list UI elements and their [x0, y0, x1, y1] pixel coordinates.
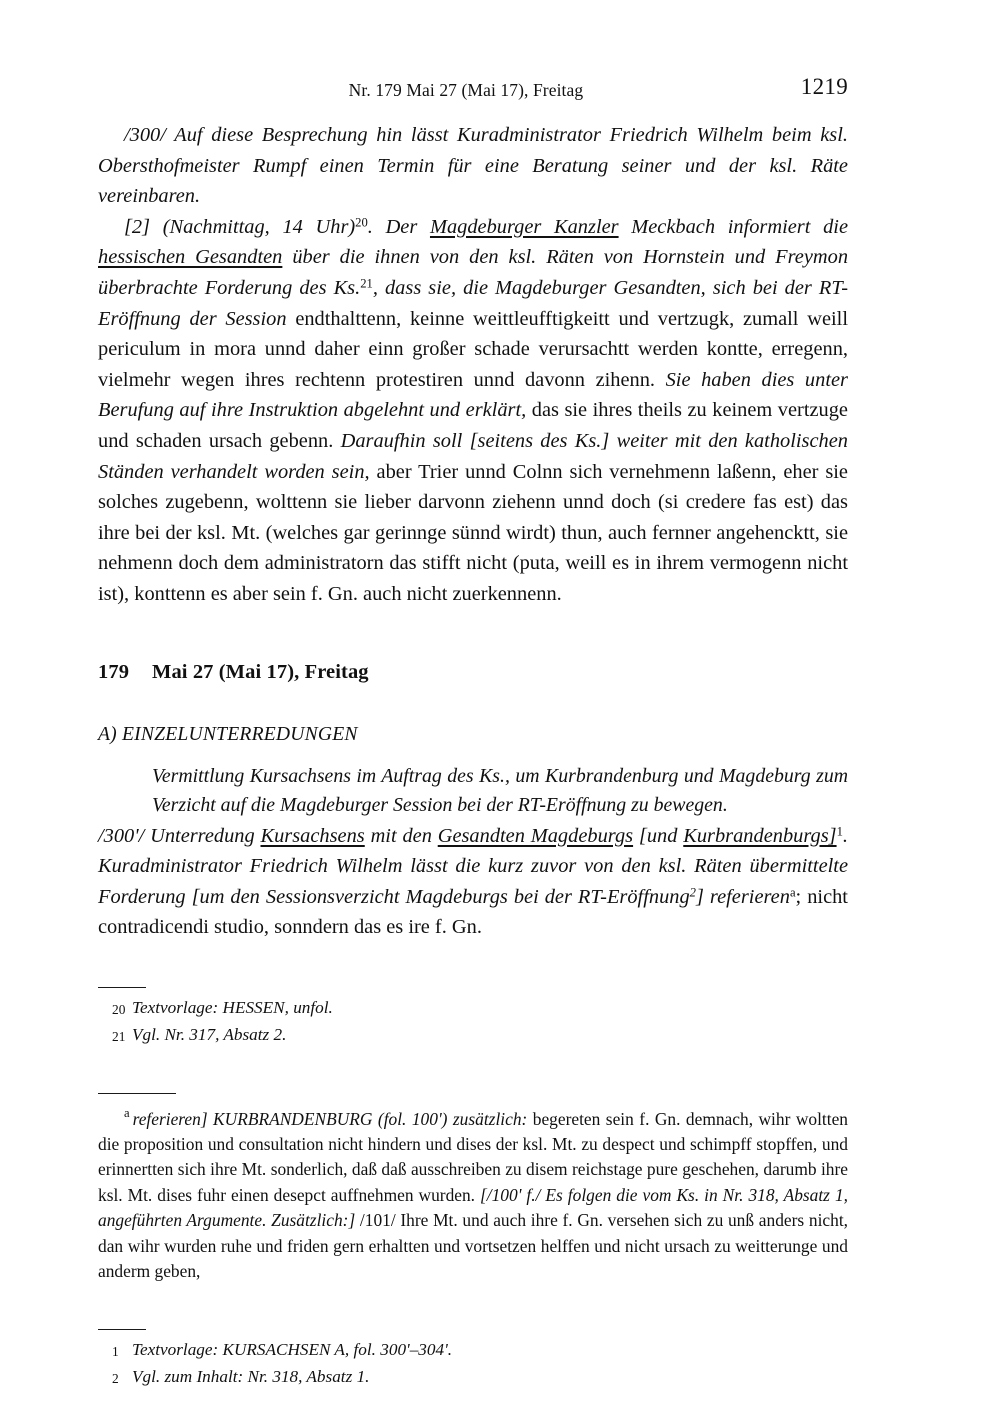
footnote-marker: 20 [112, 1001, 126, 1017]
running-head-title: Nr. 179 Mai 27 (Mai 17), Freitag [348, 80, 584, 100]
footnote-separator-rule [98, 1093, 176, 1094]
paragraph-2-after-note: . Der [367, 215, 430, 238]
paragraph-1-text: Auf diese Besprechung hin lässt Kuradministrator Friedrich Wilhelm beim ksl. Obersthofmeister Rumpf einen Termin für eine Beratung seiner und der ksl. Räte vereinbaren. [98, 124, 848, 208]
footnote-text: Textvorlage: KURSACHSEN A, fol. 300'–304'. [132, 1339, 453, 1359]
footnote-item [98, 1022, 848, 1049]
spacer-below-letter-footnote [98, 1285, 848, 1311]
record-mid-2: [und [633, 824, 684, 847]
footnote-letter-italic-1: referieren] KURBRANDENBURG (fol. 100') zusätzlich: [132, 1108, 528, 1129]
entity-magdeburger-kanzler: Magdeburger Kanzler [429, 215, 619, 238]
footnote-item [98, 1337, 848, 1364]
section-number: 179 [98, 660, 130, 683]
page-number: 1219 [800, 74, 848, 99]
footnote-block-numeric-top [98, 987, 848, 1049]
entity-hessische-gesandten: hessischen Gesandten [98, 246, 283, 269]
footnote-block-letter [98, 1093, 848, 1285]
section-title: Mai 27 (Mai 17), Freitag [152, 660, 369, 683]
paragraph-2-mid-1: Meckbach informiert die [618, 215, 848, 238]
paragraph-300-continuation [98, 120, 848, 212]
paragraph-2 [98, 212, 848, 610]
record-mid-3: . Kuradministrator Friedrich Wilhelm lässt die kurz zuvor von den ksl. Räten übermittelte Forderung [um den Sessionsverzicht Magdeburgs bei der RT-Eröffnung [98, 824, 848, 908]
main-body [98, 120, 848, 943]
spacer-above-footnotes [98, 943, 848, 969]
record-roman-tail: ; nicht contradicendi studio, sonndern das es ire f. Gn. [98, 885, 848, 939]
paragraph-2-roman-1: endthalttenn, keinne weittleufftigkeitt und vertzugk, zumall weill periculum in mora unnd daher einn großer schade verursachtt werden kontte, erregenn, vielmehr wegen ihres rechtenn protestiren unnd davonn zihenn. [98, 307, 848, 391]
footnote-block-numeric-bottom [98, 1329, 848, 1391]
footnote-letter-roman-1: begereten sein f. Gn. demnach, wihr woltten die proposition und consultation nicht hindern und dises der ksl. Mt. zu despect und schimpff stopffen, und erinnertten sich ihre Mt. sonderlich, daß daß ausschreiben zu disem reichstage pure geschehen, darumb ihre ksl. Mt. dises fuhr einen desepct auffnehmen wurden. [98, 1108, 848, 1205]
paragraph-2-mid-3: , dass sie, die Magdeburger Gesandten, sich bei der RT-Eröffnung der Session [98, 276, 848, 330]
folio-marker-300-verso: /300'/ [98, 824, 145, 847]
paragraph-2-italic-2: Daraufhin soll [seitens des Ks.] weiter mit den katholischen Ständen verhandelt worden sein, [98, 429, 848, 483]
paragraph-2-roman-2: das sie ihres theils zu keinem vertzuge und schaden ursach gebenn. [98, 399, 848, 452]
footnote-ref-a[interactable]: a [789, 885, 796, 900]
entity-kurbrandenburgs: Kurbrandenburgs] [683, 824, 837, 847]
paragraph-2-lead: [2] (Nachmittag, 14 Uhr) [124, 215, 356, 238]
footnote-ref-2[interactable]: 2 [689, 885, 696, 900]
footnote-marker: a [124, 1105, 130, 1120]
record-lead: Unterredung [144, 824, 261, 847]
page-content-column [98, 0, 848, 1391]
regest-summary: Vermittlung Kursachsens im Auftrag des Ks., um Kurbrandenburg und Magdeburg zum Verzicht auf die Magdeburger Session bei der RT-Eröffnung zu bewegen. [152, 764, 848, 816]
footnote-ref-20[interactable]: 20 [355, 215, 368, 230]
entity-gesandten-magdeburgs: Gesandten Magdeburgs [437, 824, 634, 847]
footnote-item [98, 1364, 848, 1391]
footnote-separator-rule [98, 1329, 146, 1330]
paragraph-2-roman-3: aber Trier unnd Colnn sich vernehmenn laßenn, eher sie solches zugebenn, wolttenn sie lieber darvonn ziehenn unnd doch (si credere fas est) das ihre bei der ksl. Mt. (welches gar gerinnge sünnd wirdt) thun, auch fernner angehencktt, sie nehmenn doch dem administratorn das stifft nicht (puta, weill es in ihrem vermogenn nicht ist), konttenn es aber sein f. Gn. auch nicht zuerkennenn. [98, 460, 848, 605]
spacer-between-apparatus [98, 1049, 848, 1075]
footnote-text: Textvorlage: HESSEN, unfol. [132, 997, 333, 1017]
footnote-marker: 2 [112, 1370, 119, 1386]
folio-marker-300: /300/ [124, 124, 166, 146]
footnote-letter-roman-2: /101/ Ihre Mt. und auch ihre f. Gn. versehen sich zu unß anders nicht, dan wihr wurden ruhe und friden gern erhaltten und vortsetzen helffen und nicht ursach zu weitterunge und anderm geben, [98, 1210, 848, 1282]
footnote-marker: 21 [112, 1028, 126, 1044]
footnote-ref-1[interactable]: 1 [836, 823, 843, 838]
footnote-letter-item [98, 1101, 848, 1285]
paragraph-2-mid-2: über die ihnen von den ksl. Räten von Hornstein und Freymon überbrachte Forderung des Ks. [98, 246, 849, 299]
footnote-item [98, 995, 848, 1022]
footnote-text: Vgl. zum Inhalt: Nr. 318, Absatz 1. [132, 1366, 370, 1386]
footnote-letter-italic-2: [/100' f./ Es folgen die vom Ks. in Nr. 318, Absatz 1, angeführten Argumente. Zusätzlich:] [98, 1184, 848, 1231]
section-heading [98, 658, 848, 686]
subsection-label: A) EINZELUNTERREDUNGEN [98, 723, 358, 745]
footnote-ref-21[interactable]: 21 [360, 276, 373, 291]
footnote-letter-text [98, 1101, 848, 1285]
paragraph-2-italic-1: Sie haben dies unter Berufung auf ihre Instruktion abgelehnt und erklärt, [98, 368, 848, 422]
record-mid-4: ] referieren [695, 885, 790, 908]
record-mid-1: mit den [364, 824, 438, 847]
footnote-text: Vgl. Nr. 317, Absatz 2. [132, 1024, 287, 1044]
running-head [98, 74, 848, 112]
footnote-separator-rule [98, 987, 146, 988]
record-paragraph [98, 821, 848, 943]
entity-kursachsen: Kursachsens [260, 824, 365, 847]
footnote-marker: 1 [112, 1343, 119, 1359]
